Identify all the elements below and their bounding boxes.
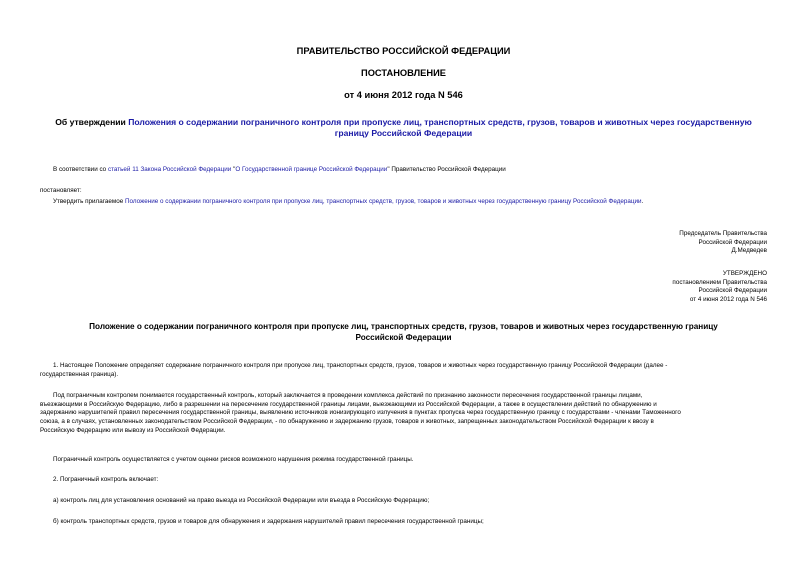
approve-paragraph bbox=[53, 198, 643, 207]
paragraph-4: 2. Пограничный контроль включает: bbox=[53, 476, 159, 483]
paragraph-2-line2: въезжающими в Российскую Федерацию, либо в разрешении на пересечение государственной границы лицами, выезжающими из Российской Федерации, а также в осуществлении действий по обнаружению и bbox=[40, 400, 657, 408]
intro-middle: " bbox=[231, 166, 236, 173]
approved-label: УТВЕРЖДЕНО bbox=[722, 270, 767, 277]
approved-date: от 4 июня 2012 года N 546 bbox=[689, 296, 767, 304]
signature-name: Д.Медведев bbox=[731, 247, 767, 255]
title-prefix: Об утверждении bbox=[55, 117, 129, 127]
intro-prefix: В соответствии со bbox=[53, 166, 108, 173]
paragraph-1 bbox=[40, 362, 768, 379]
intro-paragraph bbox=[53, 166, 506, 175]
paragraph-5: а) контроль лиц для установления оснований на право выезда из Российской Федерации или въезда в Российскую Федерацию; bbox=[53, 497, 430, 504]
approve-prefix: Утвердить прилагаемое bbox=[53, 198, 125, 205]
regulation-link[interactable]: Положение о содержании пограничного контроля при пропуске лиц, транспортных средств, грузов, товаров и животных через государственную границу Российской Федерации bbox=[124, 198, 642, 205]
signature-block bbox=[679, 230, 767, 256]
paragraph-3: Пограничный контроль осуществляется с учетом оценки рисков возможного нарушения режима государственной границы. bbox=[53, 456, 414, 463]
paragraph-2-line1: Под пограничным контролем понимается государственный контроль, который заключается в проведении комплекса действий по признанию законности пересечения государственной границы лицами, bbox=[53, 392, 643, 399]
signature-position: Председатель Правительства bbox=[679, 230, 767, 237]
paragraph-1-line1: 1. Настоящее Положение определяет содержание пограничного контроля при пропуске лиц, транспортных средств, грузов, товаров и животных через государственную границу Российской Федерации (далее - bbox=[53, 362, 668, 369]
paragraph-1-line2: государственная граница). bbox=[40, 370, 119, 378]
document-type-heading: ПОСТАНОВЛЕНИЕ bbox=[361, 68, 446, 78]
regulation-link-title[interactable]: Положения о содержании пограничного контроля при пропуске лиц, транспортных средств, грузов, товаров и животных через государственную bbox=[128, 117, 752, 127]
approved-block bbox=[672, 270, 767, 305]
regulation-title bbox=[0, 322, 807, 344]
document-date-number: от 4 июня 2012 года N 546 bbox=[344, 90, 463, 100]
approved-country: Российской Федерации bbox=[698, 287, 767, 295]
document-title bbox=[0, 117, 807, 139]
government-heading: ПРАВИТЕЛЬСТВО РОССИЙСКОЙ ФЕДЕРАЦИИ bbox=[296, 46, 511, 56]
signature-country: Российской Федерации bbox=[698, 238, 767, 246]
resolves-text: постановляет: bbox=[40, 187, 82, 194]
paragraph-6: б) контроль транспортных средств, грузов и товаров для обнаружения и задержания нарушителей правил пересечения государственной границы; bbox=[53, 518, 484, 525]
paragraph-2 bbox=[40, 392, 768, 435]
regulation-link-title-cont[interactable]: границу Российской Федерации bbox=[334, 128, 473, 139]
regulation-title-line1: Положение о содержании пограничного контроля при пропуске лиц, транспортных средств, грузов, товаров и животных через государственную границу bbox=[89, 322, 718, 331]
paragraph-2-line4: союза, а в случаях, установленных законодательством Российской Федерации, - по обнаружению и задержанию грузов, товаров и животных, запрещенных законодательством Российской Федерации к ввозу в bbox=[40, 418, 654, 426]
paragraph-2-line5: Российскую Федерацию или вывозу из Российской Федерации. bbox=[40, 426, 226, 434]
approved-by: постановлением Правительства bbox=[672, 278, 767, 286]
paragraph-2-line3: задержанию нарушителей правил пересечения государственной границы, выявлению источников ионизирующего излучения в пунктах пропуска через государственную границу с государствами - членами Таможенного bbox=[40, 409, 681, 417]
approve-suffix: . bbox=[641, 198, 644, 205]
regulation-title-line2: Российской Федерации bbox=[355, 332, 452, 342]
law-article-link[interactable]: статьей 11 Закона Российской Федерации bbox=[107, 166, 232, 173]
border-law-link[interactable]: О Государственной границе Российской Федерации bbox=[235, 166, 388, 173]
intro-suffix: " Правительство Российской Федерации bbox=[387, 166, 506, 173]
